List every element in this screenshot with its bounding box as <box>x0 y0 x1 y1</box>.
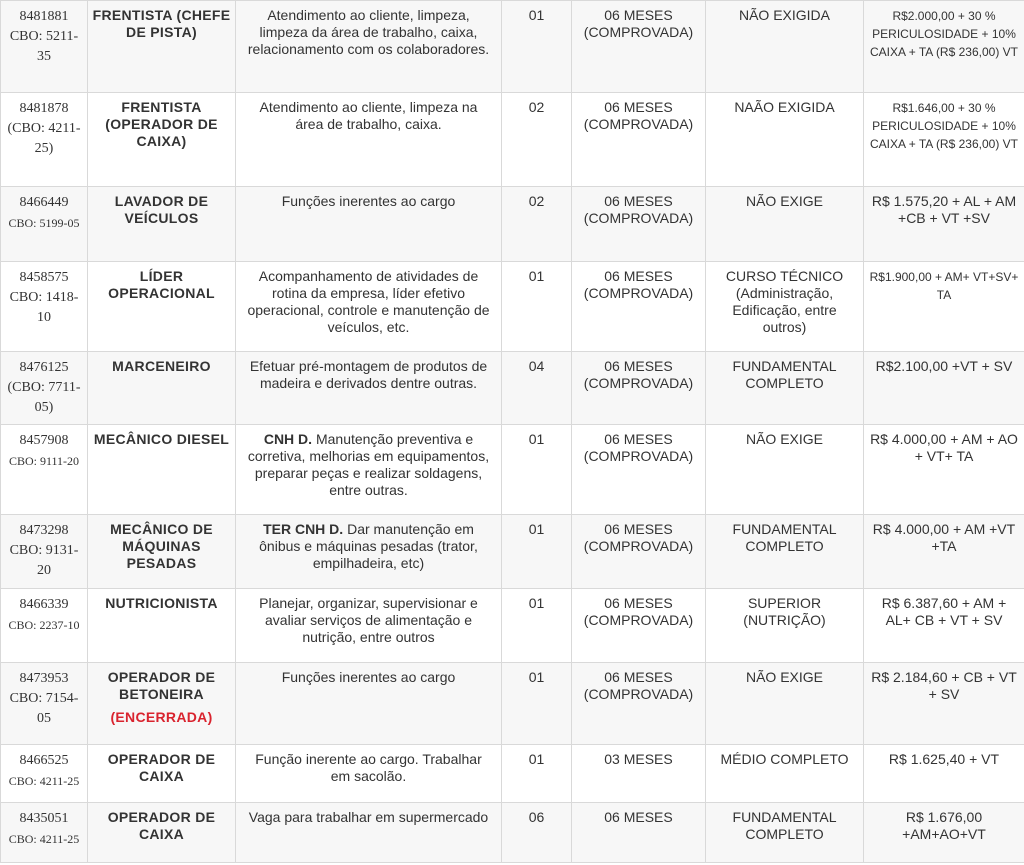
cbo-code: CBO: 9111-20 <box>8 454 80 468</box>
salary: R$ 2.184,60 + CB + VT + SV <box>864 663 1024 745</box>
job-description <box>236 1 502 93</box>
job-code-cell <box>1 803 88 863</box>
job-code-cell <box>1 93 88 187</box>
job-description <box>236 425 502 515</box>
experience: 06 MESES (COMPROVADA) <box>572 1 706 93</box>
salary: R$ 4.000,00 + AM +VT +TA <box>864 515 1024 589</box>
job-description <box>236 262 502 352</box>
job-description <box>236 93 502 187</box>
table-row <box>1 425 1024 515</box>
education: NÃO EXIGE <box>706 187 864 262</box>
education: SUPERIOR (NUTRIÇÃO) <box>706 589 864 663</box>
vacancies: 01 <box>502 425 572 515</box>
education: NÃO EXIGE <box>706 425 864 515</box>
job-description-text: Função inerente ao cargo. Trabalhar em sacolão. <box>255 751 482 784</box>
job-description <box>236 589 502 663</box>
cbo-code: CBO: 4211-25 <box>8 774 80 788</box>
salary: R$ 6.387,60 + AM + AL+ CB + VT + SV <box>864 589 1024 663</box>
job-description-text: Dar manutenção em ônibus e máquinas pesadas (trator, empilhadeira, etc) <box>259 521 478 571</box>
experience: 03 MESES <box>572 745 706 803</box>
vacancies: 02 <box>502 187 572 262</box>
job-code-cell <box>1 187 88 262</box>
table-row <box>1 745 1024 803</box>
table-row <box>1 803 1024 863</box>
job-title: OPERADOR DE CAIXA <box>88 745 236 803</box>
job-code-cell <box>1 352 88 425</box>
table-row <box>1 515 1024 589</box>
cbo-code: CBO: 5211-35 <box>9 29 79 64</box>
education: FUNDAMENTAL COMPLETO <box>706 803 864 863</box>
job-title: MECÂNICO DE MÁQUINAS PESADAS <box>88 515 236 589</box>
job-code-cell <box>1 1 88 93</box>
job-title: MARCENEIRO <box>88 352 236 425</box>
vacancies: 01 <box>502 1 572 93</box>
job-description-text: Planejar, organizar, supervisionar e avaliar serviços de alimentação e nutrição, entre outros <box>259 595 478 645</box>
job-description-text: Manutenção preventiva e corretiva, melhorias em equipamentos, preparar peças e realizar soldagens, entre outras. <box>247 431 490 498</box>
education: NÃO EXIGE <box>706 663 864 745</box>
job-description <box>236 352 502 425</box>
job-description-text: Acompanhamento de atividades de rotina da empresa, líder efetivo operacional, controle e manutenção de veículos, etc. <box>247 268 490 335</box>
cbo-code: (CBO: 7711-05) <box>7 380 81 415</box>
job-title: NUTRICIONISTA <box>88 589 236 663</box>
experience: 06 MESES (COMPROVADA) <box>572 262 706 352</box>
job-code: 8481878 <box>19 101 69 116</box>
education: FUNDAMENTAL COMPLETO <box>706 515 864 589</box>
table-row <box>1 663 1024 745</box>
job-description-text: Efetuar pré-montagem de produtos de madeira e derivados dentre outras. <box>249 358 488 391</box>
education: CURSO TÉCNICO (Administração, Edificação, entre outros) <box>706 262 864 352</box>
education: NÃO EXIGIDA <box>706 1 864 93</box>
job-code-cell <box>1 589 88 663</box>
salary: R$1.900,00 + AM+ VT+SV+ TA <box>864 262 1024 352</box>
job-title: MECÂNICO DIESEL <box>88 425 236 515</box>
job-code-cell <box>1 262 88 352</box>
vacancies: 02 <box>502 93 572 187</box>
vacancies: 01 <box>502 262 572 352</box>
job-description-text: Atendimento ao cliente, limpeza na área de trabalho, caixa. <box>259 99 478 132</box>
cbo-code: CBO: 5199-05 <box>8 216 80 230</box>
job-requirement-lead: TER CNH D. <box>263 521 344 537</box>
job-code-cell <box>1 515 88 589</box>
experience: 06 MESES (COMPROVADA) <box>572 425 706 515</box>
salary: R$2.000,00 + 30 % PERICULOSIDADE + 10% CAIXA + TA (R$ 236,00) VT <box>864 1 1024 93</box>
experience: 06 MESES (COMPROVADA) <box>572 663 706 745</box>
cbo-code: (CBO: 4211-25) <box>7 121 81 156</box>
salary: R$ 1.575,20 + AL + AM +CB + VT +SV <box>864 187 1024 262</box>
table-row <box>1 262 1024 352</box>
job-code: 8458575 <box>19 270 69 285</box>
job-description <box>236 745 502 803</box>
job-description <box>236 515 502 589</box>
table-row <box>1 352 1024 425</box>
vacancies: 04 <box>502 352 572 425</box>
job-title: FRENTISTA (CHEFE DE PISTA) <box>88 1 236 93</box>
table-row <box>1 187 1024 262</box>
salary: R$ 1.676,00 +AM+AO+VT <box>864 803 1024 863</box>
salary: R$ 1.625,40 + VT <box>864 745 1024 803</box>
closed-badge: (ENCERRADA) <box>110 709 213 725</box>
experience: 06 MESES <box>572 803 706 863</box>
experience: 06 MESES (COMPROVADA) <box>572 352 706 425</box>
experience: 06 MESES (COMPROVADA) <box>572 589 706 663</box>
cbo-code: CBO: 9131-20 <box>9 543 79 578</box>
job-title: LAVADOR DE VEÍCULOS <box>88 187 236 262</box>
job-code: 8457908 <box>19 433 69 448</box>
job-description-text: Funções inerentes ao cargo <box>281 669 456 685</box>
job-description <box>236 803 502 863</box>
salary: R$ 4.000,00 + AM + AO + VT+ TA <box>864 425 1024 515</box>
cbo-code: CBO: 7154-05 <box>9 691 79 726</box>
job-code-cell <box>1 745 88 803</box>
cbo-code: CBO: 1418-10 <box>9 290 79 325</box>
experience: 06 MESES (COMPROVADA) <box>572 515 706 589</box>
job-title: OPERADOR DE CAIXA <box>88 803 236 863</box>
job-requirement-lead: CNH D. <box>263 431 313 447</box>
salary: R$1.646,00 + 30 % PERICULOSIDADE + 10% CAIXA + TA (R$ 236,00) VT <box>864 93 1024 187</box>
job-code: 8466525 <box>19 753 69 768</box>
job-code-cell <box>1 425 88 515</box>
job-title-cell <box>88 663 236 745</box>
job-code: 8435051 <box>19 811 69 826</box>
job-description <box>236 663 502 745</box>
vacancies: 01 <box>502 745 572 803</box>
job-code: 8476125 <box>19 360 69 375</box>
education: MÉDIO COMPLETO <box>706 745 864 803</box>
table-row <box>1 589 1024 663</box>
cbo-code: CBO: 4211-25 <box>8 832 80 846</box>
job-description-text: Atendimento ao cliente, limpeza, limpeza da área de trabalho, caixa, relacionamento com os colaboradores. <box>247 7 490 57</box>
job-code: 8466449 <box>19 195 69 210</box>
experience: 06 MESES (COMPROVADA) <box>572 93 706 187</box>
job-code: 8473953 <box>19 671 69 686</box>
job-description-text: Funções inerentes ao cargo <box>281 193 456 209</box>
vacancies: 01 <box>502 515 572 589</box>
job-code-cell <box>1 663 88 745</box>
job-title: FRENTISTA (OPERADOR DE CAIXA) <box>88 93 236 187</box>
cbo-code: CBO: 2237-10 <box>8 618 80 632</box>
job-description-text: Vaga para trabalhar em supermercado <box>248 809 489 825</box>
table-row <box>1 93 1024 187</box>
job-code: 8466339 <box>19 597 69 612</box>
job-code: 8473298 <box>19 523 69 538</box>
education: FUNDAMENTAL COMPLETO <box>706 352 864 425</box>
vacancies: 01 <box>502 589 572 663</box>
vacancies: 01 <box>502 663 572 745</box>
table-row <box>1 1 1024 93</box>
job-description <box>236 187 502 262</box>
vacancies: 06 <box>502 803 572 863</box>
experience: 06 MESES (COMPROVADA) <box>572 187 706 262</box>
job-title: OPERADOR DE BETONEIRA <box>107 669 216 702</box>
job-title: LÍDER OPERACIONAL <box>88 262 236 352</box>
education: NAÃO EXIGIDA <box>706 93 864 187</box>
job-code: 8481881 <box>19 9 69 24</box>
salary: R$2.100,00 +VT + SV <box>864 352 1024 425</box>
